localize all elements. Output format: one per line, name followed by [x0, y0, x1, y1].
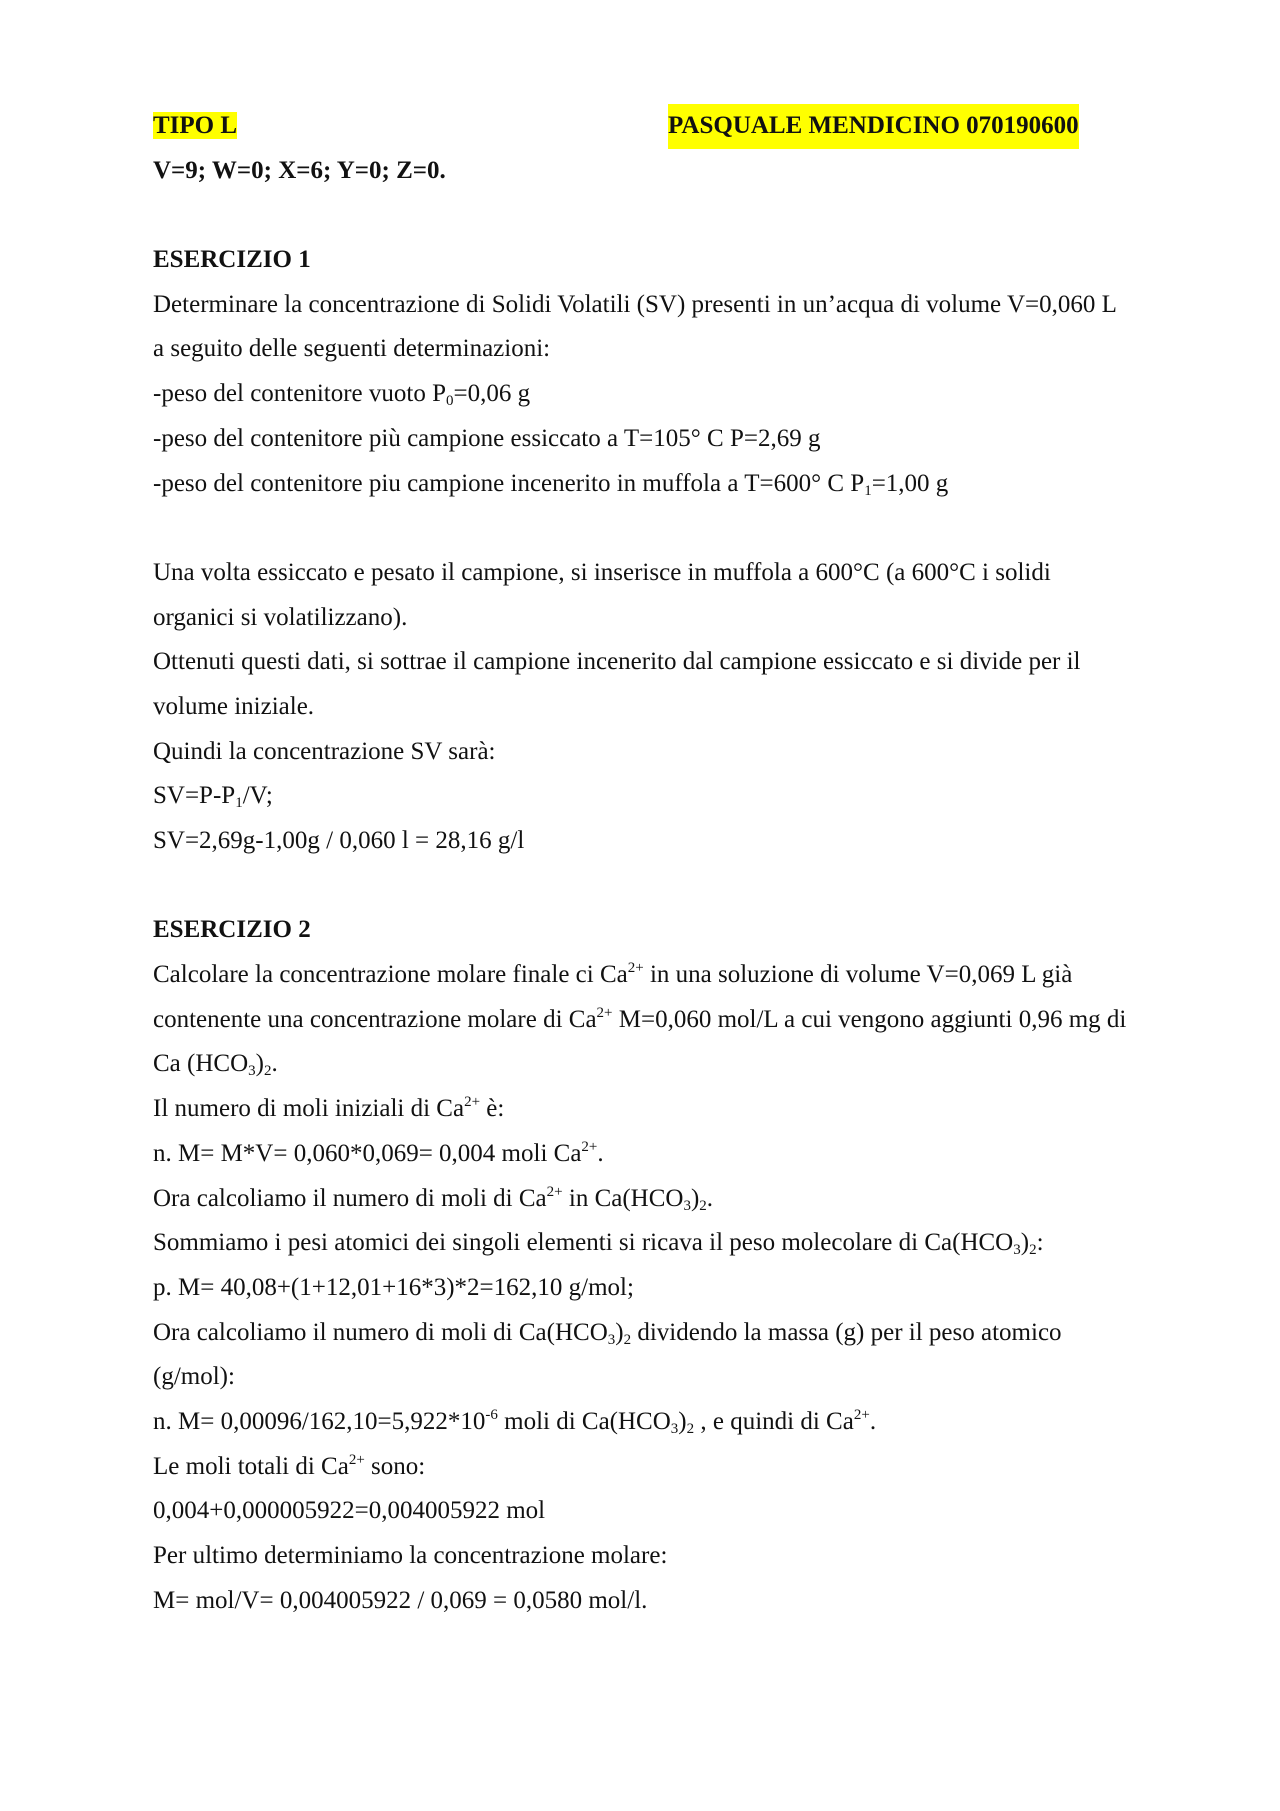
exercise-1-text: a seguito delle seguenti determinazioni:: [153, 335, 551, 363]
parameters-line: V=9; W=0; X=6; Y=0; Z=0.: [153, 156, 446, 184]
exercise-2-solution-text: Ora calcoliamo il numero di moli di $Ca^{2+}$ in $Ca(HCO_3)_2$.: [153, 1183, 714, 1214]
exercise-2-solution-text: (g/mol):: [153, 1363, 235, 1391]
exercise-2-solution-text: Per ultimo determiniamo la concentrazione molare:: [153, 1542, 668, 1569]
exercise-2-solution-text: Sommiamo i pesi atomici dei singoli elementi si ricava il peso molecolare di $Ca(HCO_3)_2$:: [153, 1229, 1044, 1259]
exam-type: TIPO L: [153, 112, 238, 139]
exercise-1-text: Determinare la concentrazione di Solidi Volatili (SV) presenti in un’acqua di volume V=0,060 L: [153, 290, 1117, 318]
exercise-2-solution-text: Le moli totali di $Ca^{2+}$ sono:: [153, 1451, 426, 1480]
exercise-2-text: contenente una concentrazione molare di $Ca^{2+}$ M=0,060 mol/L a cui vengono aggiunti 0,96 mg di: [153, 1004, 1127, 1033]
exercise-1-solution-text: Quindi la concentrazione SV sarà:: [153, 737, 496, 765]
exercise-1-data-line: -peso del contenitore più campione essiccato a T=105° C P=2,69 g: [153, 424, 821, 452]
exercise-2-text: Calcolare la concentrazione molare finale ci $Ca^{2+}$ in una soluzione di volume V=0,069 L già: [153, 960, 1073, 989]
exercise-1-data-line: -peso del contenitore piu campione incenerito in muffola a T=600° C $P_1=1,00$ g: [153, 469, 949, 499]
exercise-1-solution-text: Una volta essiccato e pesato il campione, si inserisce in muffola a 600°C (a 600°C i solidi: [153, 558, 1051, 586]
exercise-1-title: ESERCIZIO 1: [153, 246, 311, 274]
spacer: [153, 506, 1163, 551]
exercise-2-text: Ca $(HCO_3)_2$.: [153, 1050, 278, 1080]
exercise-2-formula: p. M= 40,08+(1+12,01+16*3)*2=162,10 g/mol;: [153, 1273, 634, 1301]
exercise-1-data-line: -peso del contenitore vuoto $P_0=0,06$ g: [153, 380, 531, 410]
exercise-1-result: SV=2,69g-1,00g / 0,060 l = 28,16 g/l: [153, 827, 525, 854]
exercise-1-solution-text: organici si volatilizzano).: [153, 603, 408, 631]
exercise-1-formula: $SV=P-P_1/V$;: [153, 782, 273, 812]
exercise-2-solution-text: Il numero di moli iniziali di $Ca^{2+}$ è:: [153, 1094, 505, 1123]
header-line: [153, 104, 1163, 149]
exercise-2-formula: n. $M= 0,00096/162,10=5,922*10^{-6}$ moli di $Ca(HCO_3)_2$ , e quindi di $Ca^{2+}$.: [153, 1406, 877, 1437]
exercise-1-solution-text: Ottenuti questi dati, si sottrae il campione incenerito dal campione essiccato e si divide per il: [153, 648, 1081, 676]
spacer: [153, 864, 1163, 909]
exercise-2-formula: n. M= M*V= 0,060*0,069= 0,004 moli $Ca^{2+}$.: [153, 1138, 604, 1167]
document-page: [153, 104, 1163, 1623]
spacer: [153, 193, 1163, 238]
student-name-id: PASQUALE MENDICINO 070190600: [668, 104, 1079, 149]
exercise-1-solution-text: volume iniziale.: [153, 692, 315, 720]
exercise-2-title: ESERCIZIO 2: [153, 916, 311, 944]
exercise-2-result: M= mol/V= 0,004005922 / 0,069 = 0,0580 mol/l.: [153, 1586, 648, 1614]
exercise-2-formula: 0,004+0,000005922=0,004005922 mol: [153, 1497, 546, 1525]
exercise-2-solution-text: Ora calcoliamo il numero di moli di $Ca(HCO_3)_2$ dividendo la massa (g) per il peso atomico: [153, 1318, 1062, 1348]
